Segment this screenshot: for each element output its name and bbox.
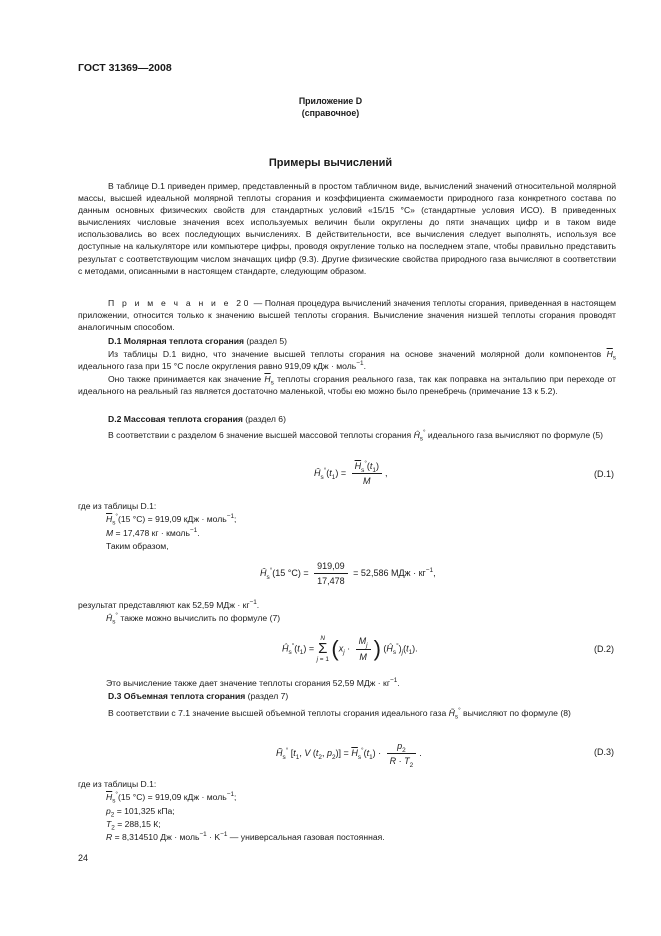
intro-paragraph: В таблице D.1 приведен пример, представленный в простом табличном виде, вычислений значений относительной молярной массы, высшей идеальной молярной теплоты сгорания и коэффициента сжимаемости природного газа конкретного состава по данным основных физических свойств для стандартных условий «15/15 °С» (стандартные условия ИСО). В приведенных вычислениях числовые значения всех используемых величин были округлены до пяти значащих цифр и в таком виде использовались во всех последующих вычислениях. В действительности, все вычисления следует выполнять, используя все доступные на калькуляторе или компьютере цифры, проводя округление только на последнем этапе, чтобы правильно представить результат с соответствующим числом значащих цифр (9.3). Другие физические свойства природного газа вычисляют в соответствии с методами, описанными в настоящем стандарте, следующим образом.: [78, 181, 616, 276]
where-item-p2: $p_2 = 101,325$ кПа;: [106, 806, 175, 819]
where-item-hs: $\overline{H}_s^\circ(15$ °С) = 919,09 кДж · моль$^{-1}$;: [106, 513, 237, 527]
calc-mass-heat: $Ĥ_s^\circ(15$ °С) = $\frac{919,09}{17,478}$ = 52,586 МДж · $кг^{-1}$,: [260, 561, 436, 587]
equation-number-d1: (D.1): [594, 469, 614, 479]
section-d1-paragraph-2: Оно также принимается как значение $\overline{H}_s$ теплоты сгорания реального газа, так как поправка на энтальпию при переходе от идеального на реальный газ является достаточно маленькой, чтобы ею можно было пренебречь (примечание 13 к 5.2).: [78, 374, 616, 397]
annex-title: Приложение D: [298, 96, 363, 106]
where-item-r: R = 8,314510 Дж · моль$^{-1}$ · $K^{-1}$ — универсальная газовая постоянная.: [106, 831, 385, 842]
where-item-t2: $T_2 = 288,15$ К;: [106, 819, 161, 832]
formula-d3: $H̃_s^\circ$ [$t_1$, V ($t_2$, $p_2)] = \overline{H}_s^\circ(t_1)$ · $\frac{p_2}{R \cdot T_2}$ .: [276, 741, 422, 769]
annex-status: (справочное): [301, 108, 360, 118]
document-id: ГОСТ 31369—2008: [78, 62, 172, 74]
result-statement: результат представляют как 52,59 МДж · $кг^{-1}$.: [78, 599, 260, 610]
section-d3-paragraph-1: В соответствии с 7.1 значение высшей объемной теплоты сгорания идеального газа $H̃_s^\circ$ вычисляют по формуле (8): [108, 707, 571, 721]
equation-number-d3: (D.3): [594, 747, 614, 757]
where-label-d2: где из таблицы D.1:: [78, 501, 157, 511]
section-d1-paragraph-1: Из таблицы D.1 видно, что значение высшей теплоты сгорания на основе значений молярной доли компонентов $\overline{H}_s$ идеального газа при 15 °С после округления равно 919,09 кДж · моль$^{-1}$.: [78, 349, 616, 372]
note-label: П р и м е ч а н и е 20: [108, 298, 252, 308]
also-statement: Это вычисление также дает значение теплоты сгорания 52,59 МДж · $кг^{-1}$.: [106, 677, 400, 688]
where-label-d3: где из таблицы D.1:: [78, 779, 157, 789]
alt-formula-statement: $Ĥ_s^\circ$ также можно вычислить по формуле (7): [106, 612, 281, 626]
where-item-hs-d3: $\overline{H}_s^\circ(15$ °С) = 919,09 кДж · моль$^{-1}$;: [106, 791, 237, 805]
section-d2-paragraph-1: В соответствии с разделом 6 значение высшей массовой теплоты сгорания $Ĥ_s^\circ$ идеального газа вычисляют по формуле (5): [108, 429, 603, 443]
thus-label: Таким образом,: [106, 541, 169, 551]
note-paragraph: [78, 297, 616, 333]
section-d2-heading: D.2 Массовая теплота сгорания (раздел 6): [108, 414, 286, 424]
section-d1-heading: D.1 Молярная теплота сгорания (раздел 5): [108, 336, 288, 346]
note-text: — Полная процедура вычислений значения теплоты сгорания, приведенная в настоящем приложении, относится только к значению высшей теплоты сгорания. Вычисление значения низшей теплоты сгорания проводят аналогичным способом.: [78, 298, 616, 333]
where-item-m: M = 17,478 кг · кмоль$^{-1}$.: [106, 527, 200, 538]
formula-d2: $Ĥ_s^\circ(t_1)$ = N Σ j = 1 ($x_j$ · $\frac{M_j}{M}$ ) $(Ĥ_s^\circ)_j(t_1)$.: [282, 635, 418, 663]
equation-number-d2: (D.2): [594, 644, 614, 654]
page-number: 24: [78, 853, 89, 863]
formula-d1: $Ĥ_s^\circ(t_1)$ = $\frac{\overline{H}_s^\circ(t_1)}{M}$ ,: [314, 460, 388, 487]
section-d3-heading: D.3 Объемная теплота сгорания (раздел 7): [108, 691, 289, 701]
page-title: Примеры вычислений: [268, 157, 393, 169]
